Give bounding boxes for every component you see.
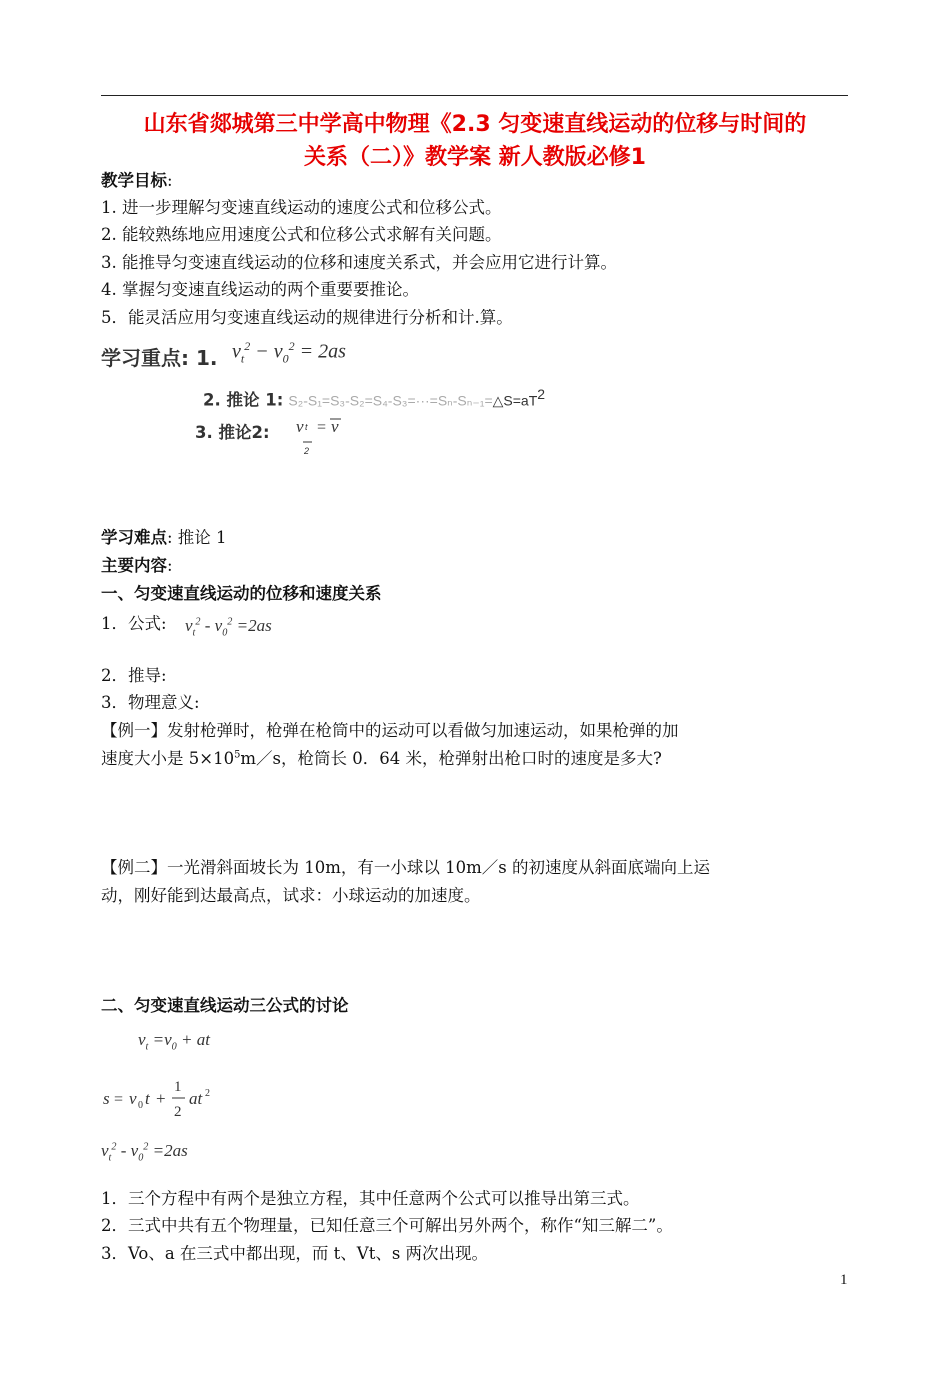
key-point-3-label: 3. 推论2: <box>195 423 270 442</box>
difficulty-heading: 学习难点 <box>101 528 167 547</box>
svg-text:2: 2 <box>304 446 310 456</box>
meaning-label: 3．物理意义: <box>101 693 200 712</box>
objective-item: 2. 能较熟练地应用速度公式和位移公式求解有关问题。 <box>101 225 502 244</box>
discussion-note: 2．三式中共有五个物理量，已知任意三个可解出另外两个，称作“知三解二”。 <box>101 1216 673 1235</box>
formula-label: 1．公式: <box>101 614 167 633</box>
objectives-heading <box>101 167 173 191</box>
svg-text:at: at <box>189 1089 203 1108</box>
document-title-line2: 关系（二）》教学案 新人教版必修1 <box>304 145 646 170</box>
svg-text:1: 1 <box>174 1079 182 1095</box>
objective-item: 3. 能推导匀变速直线运动的位移和速度关系式，并会应用它进行计算。 <box>101 253 617 272</box>
svg-text:2: 2 <box>205 1088 210 1099</box>
midtime-velocity-formula <box>294 416 354 462</box>
key-point-2-result: △S=aT <box>492 392 538 409</box>
difficulty-line <box>101 524 227 548</box>
objective-item: 4. 掌握匀变速直线运动的两个重要要推论。 <box>101 280 419 299</box>
example2-line1: 【例二】一光滑斜面坡长为 10m，有一小球以 10m／s 的初速度从斜面底端向上运 <box>101 858 710 877</box>
section2-title: 二、匀变速直线运动三公式的讨论 <box>101 996 349 1015</box>
svg-text:+: + <box>156 1089 166 1108</box>
discussion-note: 3．Vo、a 在三式中都出现，而 t、Vt、s 两次出现。 <box>101 1244 489 1263</box>
example1-line2-start: 速度大小是 5×10 <box>101 749 235 768</box>
key-formula-midtime-velocity <box>294 416 354 462</box>
svg-text:2: 2 <box>174 1104 182 1120</box>
objective-item: 1. 进一步理解匀变速直线运动的速度公式和位移公式。 <box>101 198 502 217</box>
main-content-label: 主要内容 <box>101 556 167 575</box>
discussion-note: 1．三个方程中有两个是独立方程，其中任意两个公式可以推导出第三式。 <box>101 1189 640 1208</box>
formula-displacement-time <box>101 1074 241 1124</box>
svg-text:s: s <box>103 1089 110 1108</box>
header-rule <box>101 95 848 96</box>
key-point-2-exponent: 2 <box>537 386 546 402</box>
main-content-heading <box>101 552 173 576</box>
main-content-colon: : <box>167 556 173 575</box>
objectives-heading-label: 教学目标 <box>101 171 167 190</box>
example1-line1: 【例一】发射枪弹时，枪弹在枪筒中的运动可以看做匀加速运动，如果枪弹的加 <box>101 721 679 740</box>
svg-text:=: = <box>316 419 327 436</box>
page-number: 1 <box>840 1272 848 1288</box>
svg-text:v: v <box>129 1089 137 1108</box>
svg-text:v: v <box>331 417 339 436</box>
key-point-2 <box>203 386 545 410</box>
document-title-line1: 山东省郯城第三中学高中物理《2.3 匀变速直线运动的位移与时间的 <box>143 112 807 137</box>
objective-item: 5．能灵活应用匀变速直线运动的规律进行分析和计.算。 <box>101 308 513 327</box>
section1-title: 一、匀变速直线运动的位移和速度关系 <box>101 584 382 603</box>
svg-text:t: t <box>305 422 308 432</box>
example2-line2: 动，刚好能到达最高点，试求：小球运动的加速度。 <box>101 886 481 905</box>
formula-velocity-displacement-2: $v_t^2 - v_0^2 =2as$ <box>101 1141 188 1164</box>
formula-velocity-time: $v_t =v_0$ + at <box>138 1030 210 1053</box>
formula-velocity-displacement: $v_t^2 - v_0^2 =2as$ <box>185 616 272 639</box>
example1-line2-end: m／s，枪筒长 0．64 米，枪弹射出枪口时的速度是多大? <box>240 749 662 768</box>
key-formula-velocity-displacement: $v_t^2 - v_0^2 = 2as$ <box>232 339 346 366</box>
svg-text:t: t <box>145 1089 150 1108</box>
derivation-label: 2．推导: <box>101 666 167 685</box>
difficulty-text: : 推论 1 <box>167 528 227 547</box>
displacement-time-formula <box>101 1074 241 1124</box>
svg-text:v: v <box>296 417 304 436</box>
key-points-heading: 学习重点: 1. <box>101 346 218 370</box>
svg-text:0: 0 <box>138 1100 143 1111</box>
example1-exponent: 5 <box>234 749 241 761</box>
example1-line2 <box>101 745 662 769</box>
svg-text:=: = <box>114 1091 124 1108</box>
key-point-2-sequence: S₂-S₁=S₃-S₂=S₄-S₃=···=Sₙ-Sₙ₋₁= <box>288 392 493 409</box>
key-point-2-label: 2. 推论 1: <box>203 390 284 410</box>
objectives-heading-colon: : <box>167 171 173 190</box>
